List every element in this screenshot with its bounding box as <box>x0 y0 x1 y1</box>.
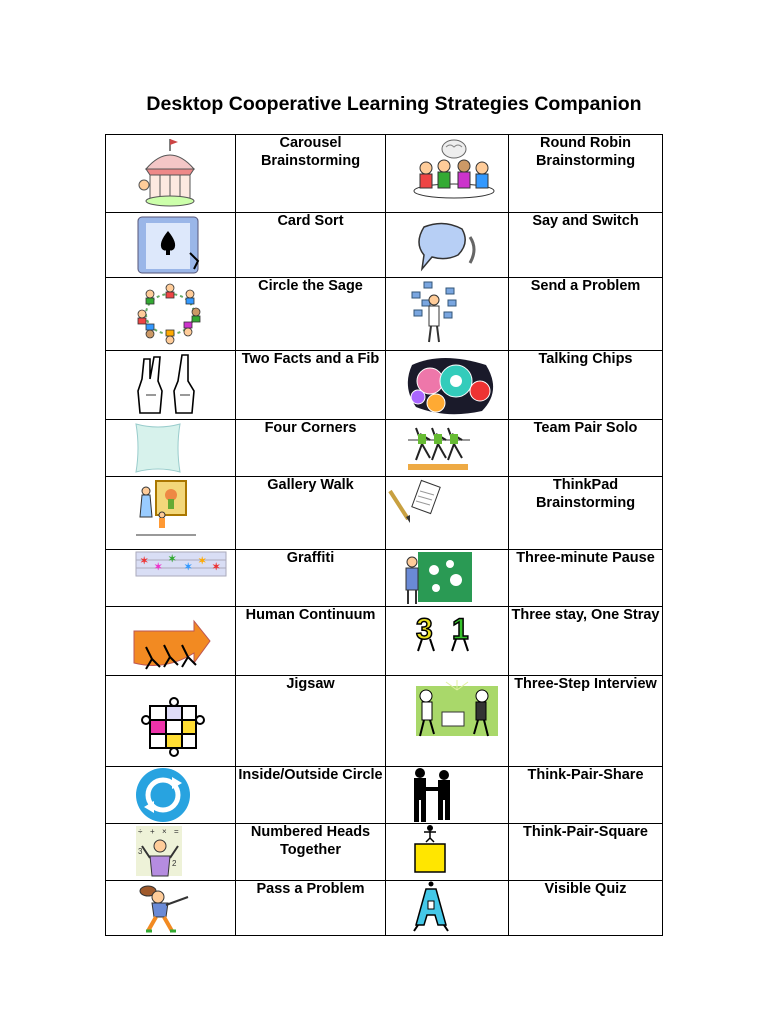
svg-text:✶: ✶ <box>212 562 221 573</box>
table-row <box>106 607 663 676</box>
svg-text:÷: ÷ <box>138 827 143 836</box>
image-cell <box>106 767 236 824</box>
counting-hands-icon <box>106 351 235 419</box>
table-row <box>106 278 663 351</box>
table-row <box>106 767 663 824</box>
strategy-label: Three stay, One Stray <box>509 607 663 676</box>
strategy-label: Three-Step Interview <box>509 676 663 767</box>
people-circle-icon <box>106 278 235 350</box>
strategy-label: Talking Chips <box>509 351 663 420</box>
strategy-label: Two Facts and a Fib <box>236 351 386 420</box>
svg-text:✶: ✶ <box>154 562 163 573</box>
table-row <box>106 477 663 550</box>
page-title: Desktop Cooperative Learning Strategies Companion <box>146 93 642 115</box>
svg-text:✶: ✶ <box>184 562 193 573</box>
notepad-pencil-icon <box>386 477 508 549</box>
strategy-label: Visible Quiz <box>509 881 663 936</box>
corner-card-icon <box>106 420 235 476</box>
numbers-walking-icon <box>386 607 508 675</box>
playing-card-icon <box>106 213 235 277</box>
image-cell <box>106 824 236 881</box>
strategy-label: Four Corners <box>236 420 386 477</box>
strategy-label: Send a Problem <box>509 278 663 351</box>
image-cell <box>386 881 509 936</box>
handshake-icon <box>386 767 508 823</box>
table-row <box>106 135 663 213</box>
puzzle-pieces-icon <box>106 676 235 766</box>
svg-text:3: 3 <box>416 613 433 646</box>
football-kid-icon <box>106 881 235 935</box>
strategies-table <box>105 134 663 936</box>
round-table-icon <box>386 135 508 212</box>
image-cell <box>106 135 236 213</box>
strategy-label: Say and Switch <box>509 213 663 278</box>
svg-text:✶: ✶ <box>198 556 207 567</box>
svg-text:+: + <box>150 827 155 836</box>
image-cell <box>106 351 236 420</box>
strategy-label: Human Continuum <box>236 607 386 676</box>
svg-text:✶: ✶ <box>140 556 149 567</box>
strategy-label: Circle the Sage <box>236 278 386 351</box>
table-row <box>106 351 663 420</box>
image-cell <box>106 607 236 676</box>
svg-text:1: 1 <box>452 613 469 646</box>
svg-text:×: × <box>162 827 167 836</box>
table-row <box>106 213 663 278</box>
strategy-label: Jigsaw <box>236 676 386 767</box>
image-cell <box>106 550 236 607</box>
strategy-label: Inside/Outside Circle <box>236 767 386 824</box>
math-kid-icon <box>106 824 235 880</box>
image-cell <box>106 213 236 278</box>
image-cell <box>386 278 509 351</box>
strategy-label: Gallery Walk <box>236 477 386 550</box>
image-cell <box>386 477 509 550</box>
image-cell <box>106 676 236 767</box>
strategy-label: Numbered Heads Together <box>236 824 386 881</box>
strategy-label: ThinkPad Brainstorming <box>509 477 663 550</box>
circular-arrows-icon <box>106 767 235 823</box>
yellow-square-icon <box>386 824 508 880</box>
strategy-label: Think-Pair-Share <box>509 767 663 824</box>
table-row <box>106 420 663 477</box>
strategy-label: Team Pair Solo <box>509 420 663 477</box>
image-cell <box>386 824 509 881</box>
graffiti-wall-icon <box>106 550 235 606</box>
letter-a-icon <box>386 881 508 935</box>
svg-text:2: 2 <box>172 859 177 868</box>
strategy-label: Pass a Problem <box>236 881 386 936</box>
puzzle-board-icon <box>386 550 508 606</box>
table-row <box>106 881 663 936</box>
svg-text:3: 3 <box>138 847 143 856</box>
image-cell <box>106 278 236 351</box>
image-cell <box>106 420 236 477</box>
arrow-people-icon <box>106 607 235 675</box>
strategy-label: Card Sort <box>236 213 386 278</box>
image-cell <box>106 477 236 550</box>
strategy-label: Three-minute Pause <box>509 550 663 607</box>
art-gallery-icon <box>106 477 235 549</box>
table-row <box>106 550 663 607</box>
image-cell <box>386 351 509 420</box>
strategy-label: Round Robin Brainstorming <box>509 135 663 213</box>
image-cell <box>386 135 509 213</box>
carousel-icon <box>106 135 235 212</box>
image-cell <box>106 881 236 936</box>
table-row <box>106 676 663 767</box>
table-row <box>106 824 663 881</box>
poker-chips-icon <box>386 351 508 419</box>
strategy-label: Graffiti <box>236 550 386 607</box>
svg-text:✶: ✶ <box>168 554 177 565</box>
image-cell <box>386 607 509 676</box>
image-cell <box>386 767 509 824</box>
svg-text:=: = <box>174 827 179 836</box>
person-with-papers-icon <box>386 278 508 350</box>
image-cell <box>386 676 509 767</box>
image-cell <box>386 213 509 278</box>
interview-icon <box>386 676 508 766</box>
speech-bubble-icon <box>386 213 508 277</box>
image-cell <box>386 420 509 477</box>
strategy-label: Carousel Brainstorming <box>236 135 386 213</box>
image-cell <box>386 550 509 607</box>
runners-icon <box>386 420 508 476</box>
strategy-label: Think-Pair-Square <box>509 824 663 881</box>
